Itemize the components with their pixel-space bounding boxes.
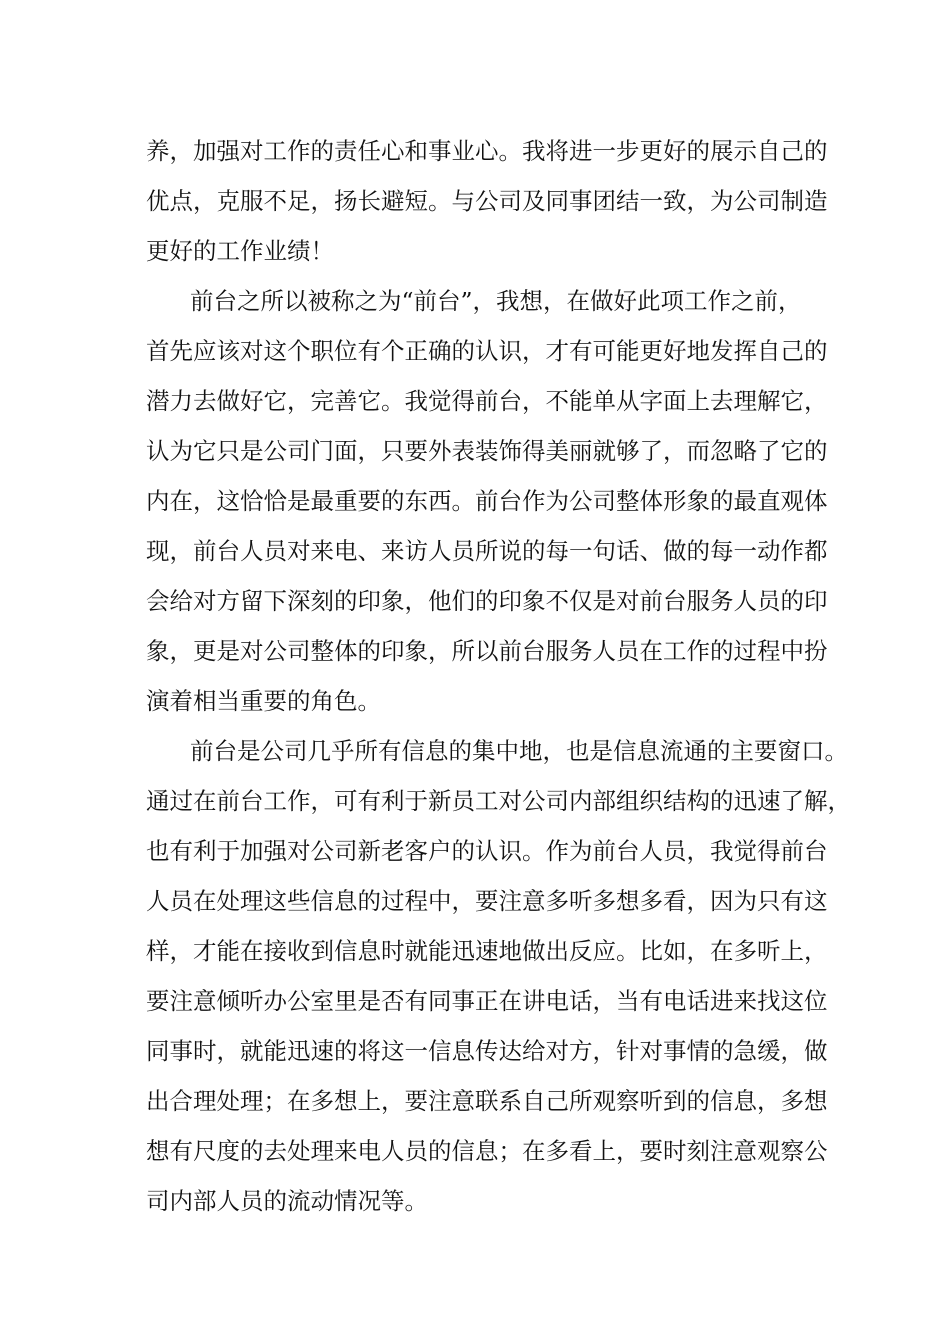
document-body (146, 126, 851, 1226)
paragraph-first-line: 前台之所以被称之为“前台”，我想，在做好此项工作之前， (190, 287, 802, 315)
text-line: 司内部人员的流动情况等。 (146, 1187, 428, 1215)
text-line: 养，加强对工作的责任心和事业心。我将进一步更好的展示自己的 (146, 137, 828, 165)
text-line: 要注意倾听办公室里是否有同事正在讲电话，当有电话进来找这位 (146, 987, 828, 1015)
paragraph-first-line: 前台是公司几乎所有信息的集中地，也是信息流通的主要窗口。 (190, 737, 848, 765)
text-line: 内在，这恰恰是最重要的东西。前台作为公司整体形象的最直观体 (146, 487, 828, 515)
text-line: 也有利于加强对公司新老客户的认识。作为前台人员，我觉得前台 (146, 837, 828, 865)
text-line: 样，才能在接收到信息时就能迅速地做出反应。比如，在多听上， (146, 937, 828, 965)
text-line: 会给对方留下深刻的印象，他们的印象不仅是对前台服务人员的印 (146, 587, 828, 615)
text-line: 人员在处理这些信息的过程中，要注意多听多想多看，因为只有这 (146, 887, 828, 915)
text-line: 现，前台人员对来电、来访人员所说的每一句话、做的每一动作都 (146, 537, 828, 565)
text-line: 更好的工作业绩！ (146, 237, 334, 265)
text-line: 象，更是对公司整体的印象，所以前台服务人员在工作的过程中扮 (146, 637, 828, 665)
text-line: 优点，克服不足，扬长避短。与公司及同事团结一致，为公司制造 (146, 187, 828, 215)
text-line: 认为它只是公司门面，只要外表装饰得美丽就够了，而忽略了它的 (146, 437, 828, 465)
text-line: 想有尺度的去处理来电人员的信息；在多看上，要时刻注意观察公 (146, 1137, 828, 1165)
text-line: 同事时，就能迅速的将这一信息传达给对方，针对事情的急缓，做 (146, 1037, 828, 1065)
text-line: 出合理处理；在多想上，要注意联系自己所观察听到的信息，多想 (146, 1087, 828, 1115)
text-line: 首先应该对这个职位有个正确的认识，才有可能更好地发挥自己的 (146, 337, 828, 365)
text-line: 通过在前台工作，可有利于新员工对公司内部组织结构的迅速了解， (146, 787, 851, 815)
text-line: 潜力去做好它，完善它。我觉得前台，不能单从字面上去理解它， (146, 387, 828, 415)
text-line: 演着相当重要的角色。 (146, 687, 381, 715)
